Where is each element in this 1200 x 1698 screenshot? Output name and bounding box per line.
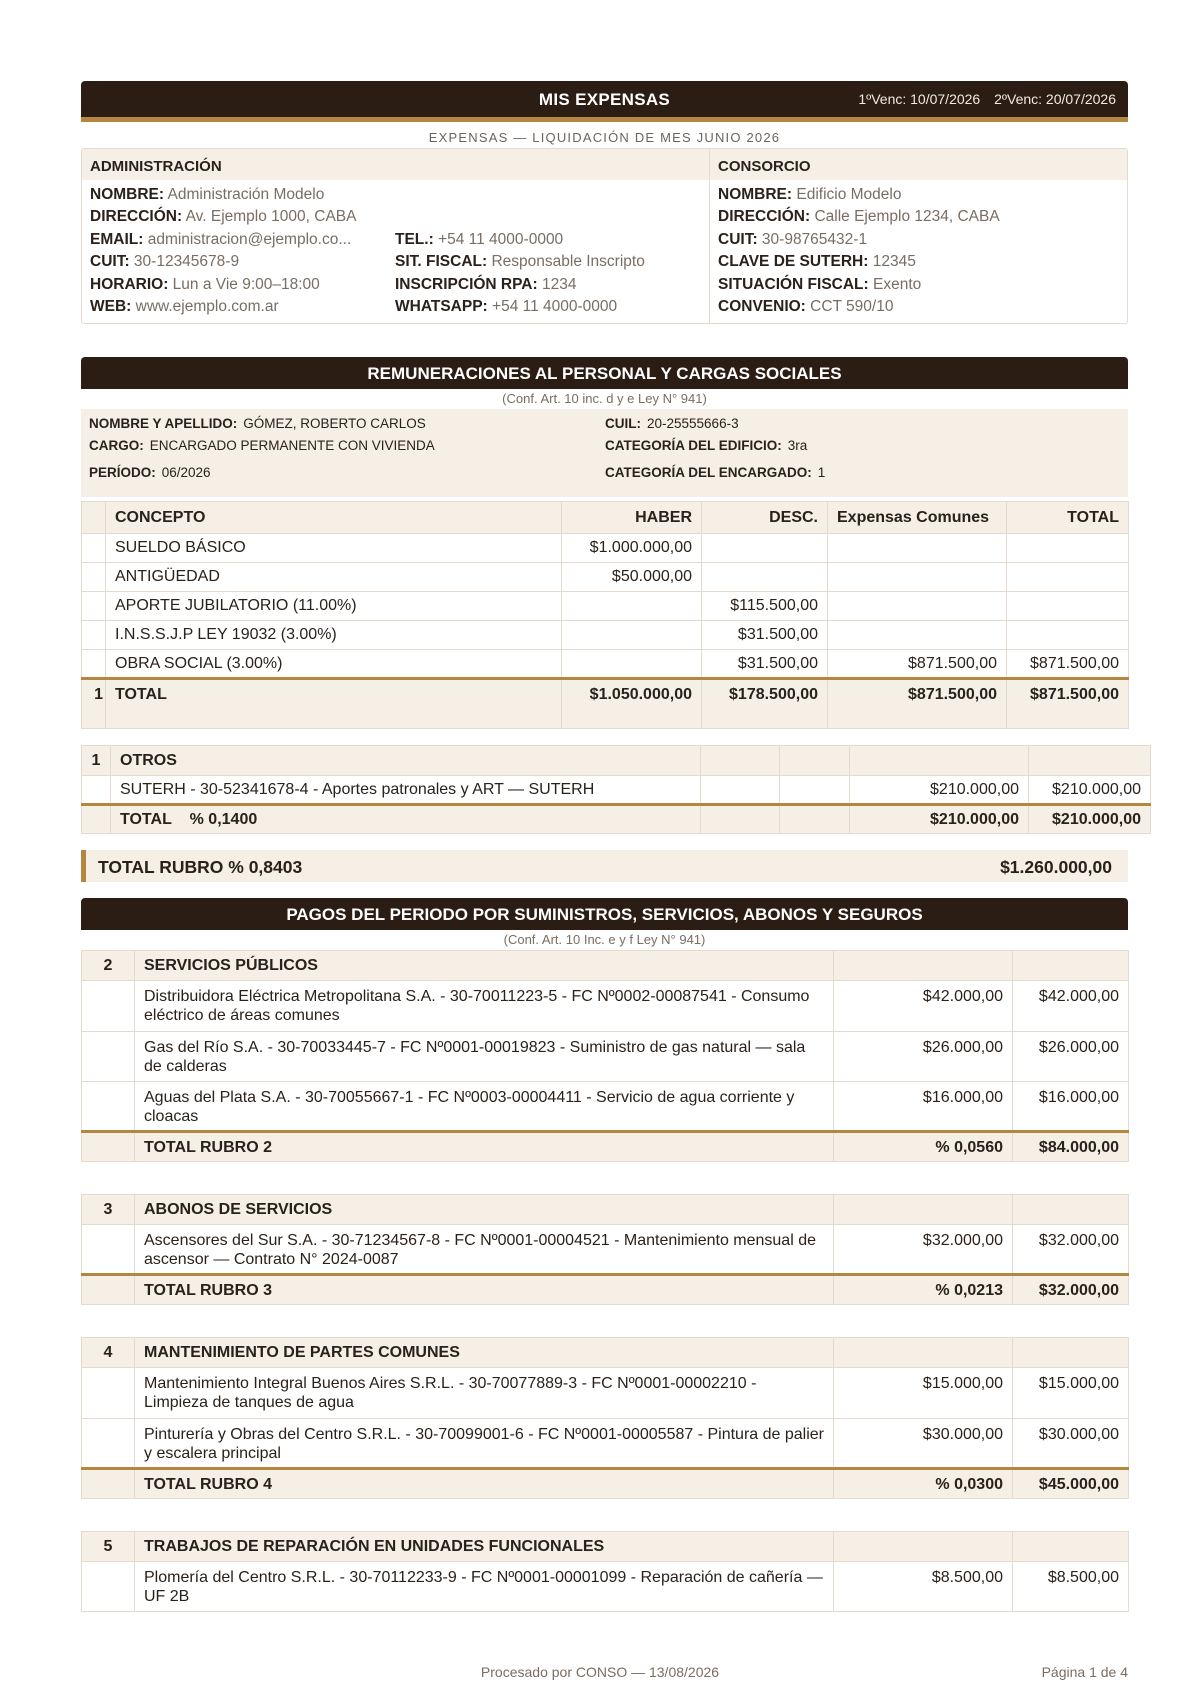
pagos-note: (Conf. Art. 10 Inc. e y f Ley N° 941): [503, 932, 706, 947]
table-row: APORTE JUBILATORIO (11.00%) $115.500,00: [82, 592, 1129, 621]
rubro-header: 5 TRABAJOS DE REPARACIÓN EN UNIDADES FUNCIONALES: [82, 1532, 1129, 1562]
rubro-header: 2 SERVICIOS PÚBLICOS: [82, 951, 1129, 981]
rubro-4-table: [81, 1337, 1129, 1499]
table-row: Ascensores del Sur S.A. - 30-71234567-8 - FC Nº0001-00004521 - Mantenimiento mensual de ascensor — Contrato N° 2024-0087 $32.000,00 $32.000,00: [82, 1225, 1129, 1275]
admin-tel: TEL.: +54 11 4000-0000: [395, 231, 564, 248]
document-title: MIS EXPENSAS: [538, 90, 671, 109]
table-row: ANTIGÜEDAD $50.000,00: [82, 563, 1129, 592]
consorcio-nombre: NOMBRE: Edificio Modelo: [718, 186, 902, 203]
liquidation-subtitle: EXPENSAS — LIQUIDACIÓN DE MES JUNIO 2026: [428, 130, 781, 145]
table-row: OBRA SOCIAL (3.00%) $31.500,00 $871.500,00 $871.500,00: [82, 650, 1129, 679]
admin-direccion: DIRECCIÓN: Av. Ejemplo 1000, CABA: [90, 208, 357, 225]
admin-consorcio-box: [81, 148, 1128, 324]
otros-table: [81, 745, 1151, 834]
otros-title: OTROS: [111, 746, 701, 776]
first-due-date: 1ºVenc: 10/07/2026: [858, 91, 981, 107]
admin-title: ADMINISTRACIÓN: [90, 158, 222, 175]
document-header: [81, 81, 1128, 117]
consorcio-title: CONSORCIO: [718, 158, 811, 175]
rubro-header: 3 ABONOS DE SERVICIOS: [82, 1195, 1129, 1225]
col-total: TOTAL: [1007, 502, 1129, 534]
otros-header: 1 OTROS: [82, 746, 1151, 776]
col-haber: HABER: [562, 502, 702, 534]
consorcio-convenio: CONVENIO: CCT 590/10: [718, 298, 894, 315]
pagos-section: [81, 898, 1128, 1612]
admin-nombre: NOMBRE: Administración Modelo: [90, 186, 325, 203]
admin-horario: HORARIO: Lun a Vie 9:00–18:00: [90, 276, 320, 293]
processed-by: Procesado por CONSO — 13/08/2026: [480, 1664, 720, 1680]
due-dates: [848, 81, 1116, 117]
table-row: Mantenimiento Integral Buenos Aires S.R.L. - 30-70077889-3 - FC Nº0001-00002210 - Limpieza de tanques de agua $15.000,00 $15.000,00: [82, 1368, 1129, 1419]
employee-info: [81, 409, 1128, 497]
total-rubro-1: TOTAL RUBRO % 0,8403 $1.260.000,00: [81, 850, 1128, 882]
second-due-date: 2ºVenc: 20/07/2026: [994, 91, 1116, 107]
info-box-divider: [709, 149, 710, 323]
rubro-5-table: [81, 1531, 1129, 1612]
table-row: SUELDO BÁSICO $1.000.000,00: [82, 534, 1129, 563]
employee-periodo: PERÍODO: 06/2026: [89, 465, 211, 480]
info-box-header: [82, 149, 1127, 180]
otros-total-row: TOTAL % 0,1400 $210.000,00 $210.000,00: [82, 805, 1151, 834]
building-category: CATEGORÍA DEL EDIFICIO: 3ra: [605, 438, 808, 453]
salary-table: [81, 501, 1129, 729]
salary-total-row: 1 TOTAL $1.050.000,00 $178.500,00 $871.500,00 $871.500,00: [82, 679, 1129, 729]
rubro-total-row: TOTAL RUBRO 2 % 0,0560 $84.000,00: [82, 1132, 1129, 1162]
employee-cargo: CARGO: ENCARGADO PERMANENTE CON VIVIENDA: [89, 438, 435, 453]
admin-sit-fiscal: SIT. FISCAL: Responsable Inscripto: [395, 253, 645, 270]
remuneraciones-section: [81, 357, 1141, 882]
admin-rpa: INSCRIPCIÓN RPA: 1234: [395, 276, 577, 293]
employee-category: CATEGORÍA DEL ENCARGADO: 1: [605, 465, 826, 480]
rubro-total-row: TOTAL RUBRO 3 % 0,0213 $32.000,00: [82, 1275, 1129, 1305]
salary-table-header: [82, 502, 1129, 534]
table-row: Aguas del Plata S.A. - 30-70055667-1 - FC Nº0003-00004411 - Servicio de agua corriente y cloacas $16.000,00 $16.000,00: [82, 1082, 1129, 1132]
table-row: I.N.S.S.J.P LEY 19032 (3.00%) $31.500,00: [82, 621, 1129, 650]
rubro-3-table: [81, 1194, 1129, 1305]
table-row: Distribuidora Eléctrica Metropolitana S.A. - 30-70011223-5 - FC Nº0002-00087541 - Consumo eléctrico de áreas comunes $42.000,00 $42.000,00: [82, 981, 1129, 1032]
consorcio-sit-fiscal: SITUACIÓN FISCAL: Exento: [718, 276, 922, 293]
consorcio-suterh: CLAVE DE SUTERH: 12345: [718, 253, 916, 270]
rubro-total-row: TOTAL RUBRO 4 % 0,0300 $45.000,00: [82, 1469, 1129, 1499]
remuneraciones-title: REMUNERACIONES AL PERSONAL Y CARGAS SOCIALES: [81, 357, 1128, 389]
admin-email: EMAIL: administracion@ejemplo.co...: [90, 231, 352, 248]
col-concepto: CONCEPTO: [106, 502, 562, 534]
pagos-title: PAGOS DEL PERIODO POR SUMINISTROS, SERVICIOS, ABONOS Y SEGUROS: [81, 898, 1128, 930]
consorcio-cuit: CUIT: 30-98765432-1: [718, 231, 868, 248]
expensas-page: [81, 81, 1141, 1612]
table-row: SUTERH - 30-52341678-4 - Aportes patronales y ART — SUTERH $210.000,00 $210.000,00: [82, 776, 1151, 805]
admin-whatsapp: WHATSAPP: +54 11 4000-0000: [395, 298, 618, 315]
table-row: Plomería del Centro S.R.L. - 30-70112233-9 - FC Nº0001-00001099 - Reparación de cañería — UF 2B $8.500,00 $8.500,00: [82, 1562, 1129, 1612]
consorcio-direccion: DIRECCIÓN: Calle Ejemplo 1234, CABA: [718, 208, 1000, 225]
rubro-header: 4 MANTENIMIENTO DE PARTES COMUNES: [82, 1338, 1129, 1368]
remuneraciones-note: (Conf. Art. 10 inc. d y e Ley N° 941): [502, 391, 707, 406]
rubro-2-table: [81, 950, 1129, 1162]
table-row: Gas del Río S.A. - 30-70033445-7 - FC Nº0001-00019823 - Suministro de gas natural — sala de calderas $26.000,00 $26.000,00: [82, 1032, 1129, 1082]
table-row: Pinturería y Obras del Centro S.R.L. - 30-70099001-6 - FC Nº0001-00005587 - Pintura de palier y escalera principal $30.000,00 $30.000,00: [82, 1419, 1129, 1469]
page-number: Página 1 de 4: [1041, 1664, 1128, 1680]
col-desc: DESC.: [702, 502, 828, 534]
employee-name: NOMBRE Y APELLIDO: GÓMEZ, ROBERTO CARLOS: [89, 416, 426, 431]
admin-web: WEB: www.ejemplo.com.ar: [90, 298, 279, 315]
col-expensas: Expensas Comunes: [828, 502, 1007, 534]
admin-cuit: CUIT: 30-12345678-9: [90, 253, 240, 270]
employee-cuil: CUIL: 20-25555666-3: [605, 416, 739, 431]
